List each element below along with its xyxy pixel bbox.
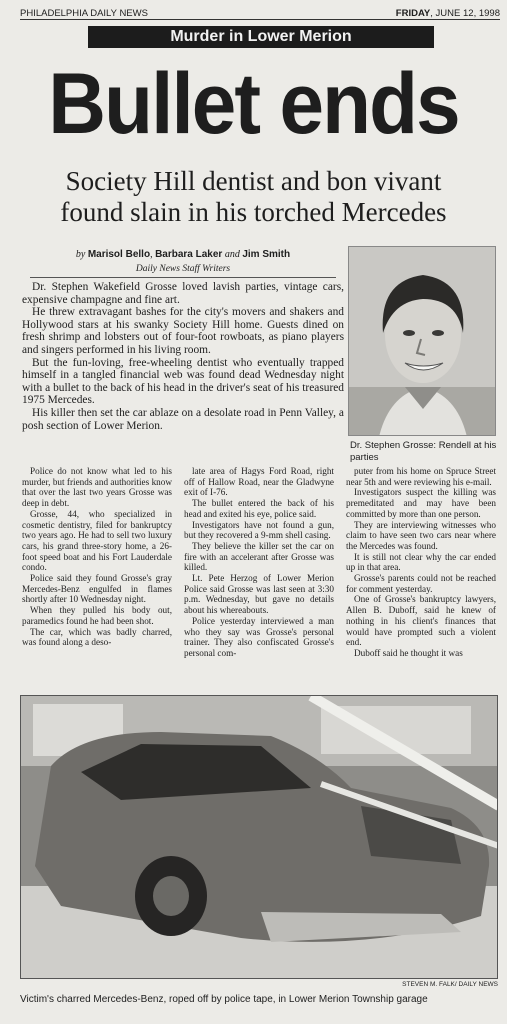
lead-paragraph: But the fun-loving, free-wheeling dentist who eventually trapped himself in a tangled financial web was found dead Wednesday night with a bullet to the back of his head in the driver's seat of his treasured 1975 Mercedes. xyxy=(22,356,344,407)
lead-paragraph: He threw extravagant bashes for the city's movers and shakers and Hollywood stars at his swanky Society Hill home. Guests dined on fresh shrimp and lobsters out of four-foot rowboats, as piano players and singers performed in his living room. xyxy=(22,306,344,356)
issue-day: FRIDAY xyxy=(395,8,431,19)
article-column-2 xyxy=(184,466,334,659)
body-paragraph: Police do not know what led to his murder, but friends and authorities know that over the last two years Grosse was deep in debt. xyxy=(22,466,172,509)
section-kicker: Murder in Lower Merion xyxy=(88,26,434,48)
body-paragraph: Investigators have not found a gun, but they recovered a 9-mm shell casing. xyxy=(184,519,334,541)
body-paragraph: The bullet entered the back of his head and exited his eye, police said. xyxy=(184,498,334,519)
body-paragraph: Lt. Pete Herzog of Lower Merion Police said Grosse was last seen at 3:30 p.m. Wednesday, but gave no details about his whereabouts. xyxy=(184,573,334,616)
portrait-photo xyxy=(348,246,496,436)
author-name: Barbara Laker xyxy=(155,249,223,260)
car-photo-caption: Victim's charred Mercedes-Benz, roped off by police tape, in Lower Merion Township garage xyxy=(20,994,428,1005)
issue-date-text: , JUNE 12, 1998 xyxy=(430,8,500,19)
byline-rule xyxy=(30,277,336,278)
byline-by: by xyxy=(75,249,86,260)
body-paragraph: late area of Hagys Ford Road, right off of Hallow Road, near the Gladwyne exit of I-76. xyxy=(184,466,334,498)
body-paragraph: They are interviewing witnesses who claim to have seen two cars near where the Mercedes was found. xyxy=(346,519,496,551)
page-folio xyxy=(20,8,500,20)
body-paragraph: Duboff said he thought it was xyxy=(354,647,463,658)
subheadline xyxy=(10,166,497,228)
body-paragraph: The car, which was badly charred, was found along a deso- xyxy=(22,626,172,648)
publication-name: PHILADELPHIA DAILY NEWS xyxy=(20,8,148,19)
lead-paragraphs xyxy=(22,281,344,432)
article-column-1 xyxy=(22,466,172,648)
body-paragraph: When they pulled his body out, paramedics found he had been shot. xyxy=(22,605,172,626)
body-paragraph: Police said they found Grosse's gray Mercedes-Benz engulfed in flames shortly after 10 Wednesday night. xyxy=(22,573,172,605)
byline-staff: Daily News Staff Writers xyxy=(135,264,231,274)
article-column-3 xyxy=(346,466,496,659)
portrait-caption: Dr. Stephen Grosse: Rendell at his parties xyxy=(350,440,497,463)
body-paragraph: One of Grosse's bankruptcy lawyers, Allen B. Duboff, said he knew of nothing in his client's finances that would have prompted such a violent end. xyxy=(346,594,496,648)
body-paragraph: Grosse, 44, who specialized in cosmetic dentistry, filed for bankruptcy two years ago. He had to sell two luxury cars, his grand three-story home, a 26-foot speed boat and his Fort Lauderdale condo. xyxy=(22,508,172,573)
body-paragraph: Police yesterday interviewed a man who they say was Grosse's personal trainer. They also confiscated Grosse's personal com- xyxy=(184,615,334,658)
burned-car-photo xyxy=(20,695,498,979)
lead-paragraph: His killer then set the car ablaze on a desolate road in Penn Valley, a posh section of Lower Merion. xyxy=(22,406,344,432)
body-paragraph: puter from his home on Spruce Street near 5th and were reviewing his e-mail. xyxy=(346,466,496,487)
subheadline-line-1: Society Hill dentist and bon vivant xyxy=(65,166,442,196)
lead-paragraph: Dr. Stephen Wakefield Grosse loved lavish parties, vintage cars, expensive champagne and fine art. xyxy=(22,281,344,306)
byline: by Marisol Bello, Barbara Laker and Jim Smith xyxy=(75,249,291,260)
body-paragraph: They believe the killer set the car on fire with an accelerant after Grosse was killed. xyxy=(184,540,334,573)
body-paragraph: Grosse's parents could not be reached for comment yesterday. xyxy=(346,573,496,594)
photo-credit: STEVEN M. FALK/ DAILY NEWS xyxy=(402,981,498,988)
body-paragraph: It is still not clear why the car ended up in that area. xyxy=(346,551,496,573)
subheadline-line-2: found slain in his torched Mercedes xyxy=(60,197,447,227)
headline: Bullet ends xyxy=(48,56,459,152)
body-paragraph: Investigators suspect the killing was premeditated and may have been committed by more than one person. xyxy=(346,487,496,519)
byline-and: and xyxy=(224,249,240,260)
issue-date xyxy=(396,8,500,19)
author-name: Jim Smith xyxy=(242,249,291,260)
author-name: Marisol Bello xyxy=(87,249,151,260)
